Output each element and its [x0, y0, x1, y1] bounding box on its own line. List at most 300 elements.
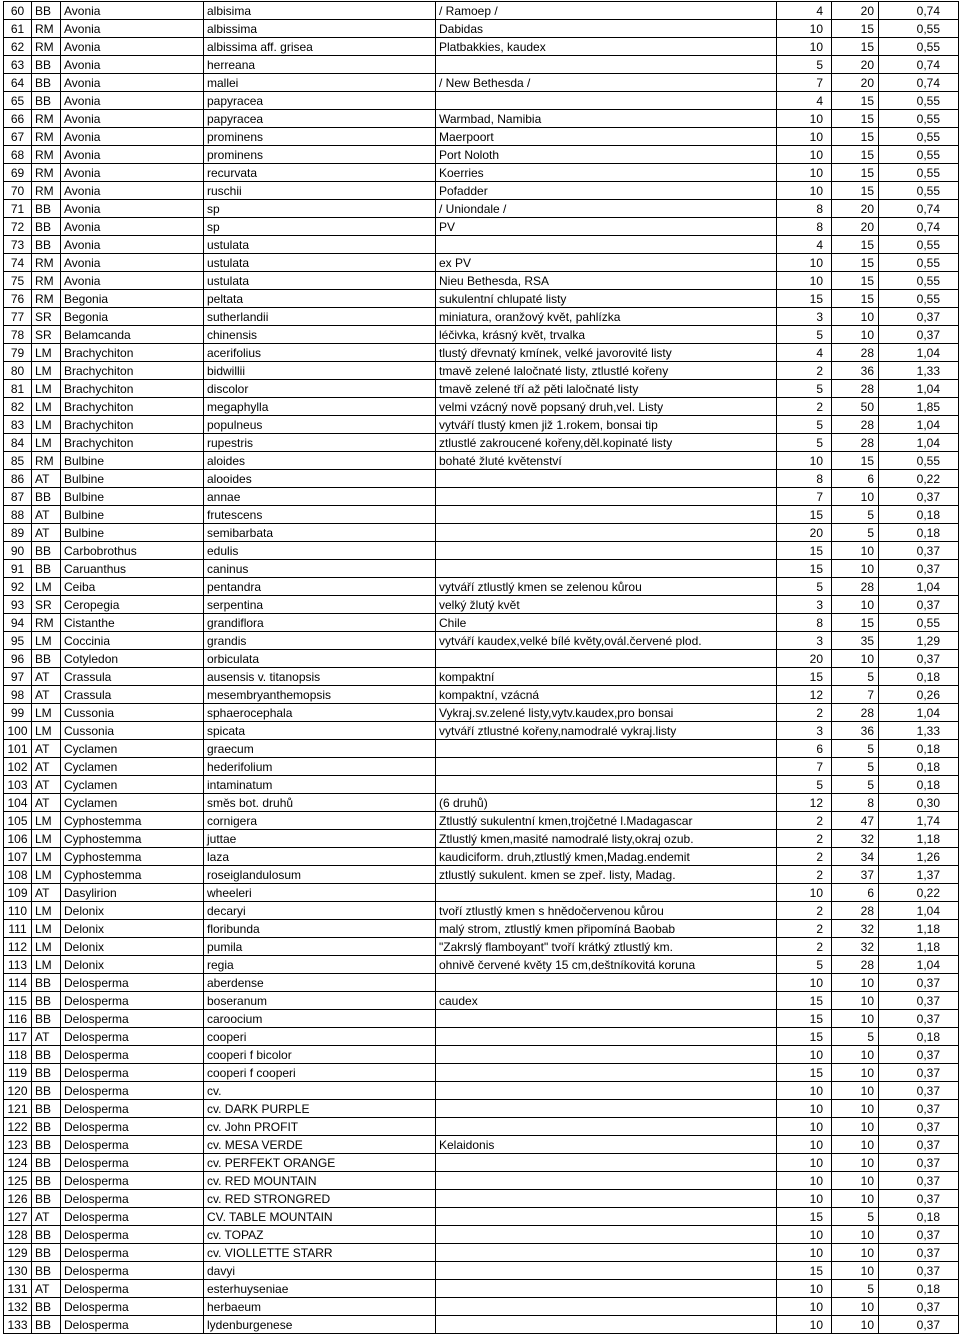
genus-cell: Avonia [61, 38, 204, 56]
price-cell: 10 [832, 992, 879, 1010]
species-cell: juttae [204, 830, 436, 848]
species-cell: decaryi [204, 902, 436, 920]
euro-price-cell: 1,04 [879, 380, 959, 398]
note-cell: tvoří ztlustlý kmen s hnědočervenou kůrou [436, 902, 777, 920]
table-row [4, 38, 959, 56]
price-cell: 15 [832, 452, 879, 470]
row-number-cell: 123 [4, 1136, 32, 1154]
euro-price-cell: 1,33 [879, 362, 959, 380]
euro-price-cell: 0,18 [879, 1028, 959, 1046]
genus-cell: Begonia [61, 308, 204, 326]
quantity-cell: 7 [777, 74, 832, 92]
category-code-cell: RM [32, 272, 61, 290]
species-cell: caninus [204, 560, 436, 578]
note-cell: tlustý dřevnatý kmínek, velké javorovité listy [436, 344, 777, 362]
price-cell: 15 [832, 146, 879, 164]
species-cell: ustulata [204, 272, 436, 290]
genus-cell: Dasylirion [61, 884, 204, 902]
price-cell: 32 [832, 920, 879, 938]
genus-cell: Avonia [61, 20, 204, 38]
genus-cell: Bulbine [61, 506, 204, 524]
category-code-cell: BB [32, 1190, 61, 1208]
table-row [4, 578, 959, 596]
price-cell: 10 [832, 1118, 879, 1136]
table-row [4, 1154, 959, 1172]
note-cell: léčivka, krásný květ, trvalka [436, 326, 777, 344]
euro-price-cell: 0,74 [879, 2, 959, 20]
category-code-cell: BB [32, 542, 61, 560]
note-cell: "Zakrslý flamboyant" tvoří krátký ztlustlý km. [436, 938, 777, 956]
row-number-cell: 105 [4, 812, 32, 830]
table-row [4, 1064, 959, 1082]
species-cell: lydenburgenese [204, 1316, 436, 1334]
table-row [4, 164, 959, 182]
species-cell: hederifolium [204, 758, 436, 776]
row-number-cell: 77 [4, 308, 32, 326]
euro-price-cell: 1,18 [879, 830, 959, 848]
row-number-cell: 100 [4, 722, 32, 740]
genus-cell: Cyphostemma [61, 848, 204, 866]
price-cell: 28 [832, 578, 879, 596]
category-code-cell: SR [32, 596, 61, 614]
table-row [4, 236, 959, 254]
quantity-cell: 15 [777, 290, 832, 308]
row-number-cell: 109 [4, 884, 32, 902]
price-cell: 10 [832, 1190, 879, 1208]
category-code-cell: BB [32, 1100, 61, 1118]
price-cell: 47 [832, 812, 879, 830]
species-cell: serpentina [204, 596, 436, 614]
note-cell [436, 236, 777, 254]
euro-price-cell: 0,37 [879, 650, 959, 668]
species-cell: cooperi [204, 1028, 436, 1046]
genus-cell: Cyclamen [61, 740, 204, 758]
genus-cell: Cyphostemma [61, 812, 204, 830]
quantity-cell: 8 [777, 470, 832, 488]
species-cell: papyracea [204, 110, 436, 128]
quantity-cell: 5 [777, 578, 832, 596]
note-cell [436, 524, 777, 542]
note-cell [436, 470, 777, 488]
species-cell: sp [204, 218, 436, 236]
category-code-cell: AT [32, 668, 61, 686]
species-cell: ruschii [204, 182, 436, 200]
species-cell: edulis [204, 542, 436, 560]
table-row [4, 308, 959, 326]
row-number-cell: 65 [4, 92, 32, 110]
price-cell: 20 [832, 200, 879, 218]
species-cell: orbiculata [204, 650, 436, 668]
quantity-cell: 10 [777, 1154, 832, 1172]
species-cell: pumila [204, 938, 436, 956]
genus-cell: Avonia [61, 2, 204, 20]
price-cell: 15 [832, 254, 879, 272]
row-number-cell: 132 [4, 1298, 32, 1316]
quantity-cell: 5 [777, 56, 832, 74]
table-row [4, 92, 959, 110]
category-code-cell: AT [32, 470, 61, 488]
euro-price-cell: 0,37 [879, 1316, 959, 1334]
category-code-cell: SR [32, 326, 61, 344]
category-code-cell: AT [32, 884, 61, 902]
euro-price-cell: 0,37 [879, 596, 959, 614]
note-cell: velký žlutý květ [436, 596, 777, 614]
note-cell [436, 1064, 777, 1082]
table-row [4, 1136, 959, 1154]
euro-price-cell: 0,55 [879, 128, 959, 146]
category-code-cell: BB [32, 1064, 61, 1082]
quantity-cell: 10 [777, 254, 832, 272]
euro-price-cell: 0,37 [879, 326, 959, 344]
note-cell [436, 1172, 777, 1190]
species-cell: roseiglandulosum [204, 866, 436, 884]
species-cell: cv. [204, 1082, 436, 1100]
euro-price-cell: 0,55 [879, 452, 959, 470]
row-number-cell: 81 [4, 380, 32, 398]
species-cell: intaminatum [204, 776, 436, 794]
species-cell: bidwillii [204, 362, 436, 380]
quantity-cell: 2 [777, 830, 832, 848]
species-cell: graecum [204, 740, 436, 758]
euro-price-cell: 0,37 [879, 974, 959, 992]
note-cell: Chile [436, 614, 777, 632]
table-row [4, 272, 959, 290]
table-row [4, 2, 959, 20]
table-row [4, 434, 959, 452]
quantity-cell: 2 [777, 920, 832, 938]
euro-price-cell: 0,37 [879, 992, 959, 1010]
price-cell: 10 [832, 1298, 879, 1316]
price-cell: 20 [832, 218, 879, 236]
row-number-cell: 116 [4, 1010, 32, 1028]
row-number-cell: 133 [4, 1316, 32, 1334]
genus-cell: Delonix [61, 956, 204, 974]
note-cell [436, 542, 777, 560]
table-row [4, 380, 959, 398]
euro-price-cell: 0,55 [879, 20, 959, 38]
price-cell: 10 [832, 560, 879, 578]
quantity-cell: 3 [777, 596, 832, 614]
note-cell: bohaté žluté květenství [436, 452, 777, 470]
row-number-cell: 68 [4, 146, 32, 164]
table-row [4, 1262, 959, 1280]
category-code-cell: BB [32, 2, 61, 20]
species-cell: alooides [204, 470, 436, 488]
genus-cell: Avonia [61, 272, 204, 290]
row-number-cell: 63 [4, 56, 32, 74]
quantity-cell: 4 [777, 2, 832, 20]
genus-cell: Bulbine [61, 470, 204, 488]
genus-cell: Carbobrothus [61, 542, 204, 560]
price-cell: 10 [832, 974, 879, 992]
note-cell [436, 1244, 777, 1262]
note-cell: Kelaidonis [436, 1136, 777, 1154]
table-row [4, 542, 959, 560]
category-code-cell: RM [32, 254, 61, 272]
quantity-cell: 2 [777, 812, 832, 830]
genus-cell: Avonia [61, 56, 204, 74]
note-cell: Pofadder [436, 182, 777, 200]
genus-cell: Crassula [61, 668, 204, 686]
quantity-cell: 10 [777, 1226, 832, 1244]
table-row [4, 686, 959, 704]
row-number-cell: 113 [4, 956, 32, 974]
category-code-cell: BB [32, 974, 61, 992]
euro-price-cell: 0,18 [879, 1208, 959, 1226]
table-row [4, 758, 959, 776]
genus-cell: Avonia [61, 128, 204, 146]
row-number-cell: 67 [4, 128, 32, 146]
category-code-cell: BB [32, 1154, 61, 1172]
note-cell [436, 1190, 777, 1208]
species-cell: sutherlandii [204, 308, 436, 326]
genus-cell: Cyphostemma [61, 830, 204, 848]
price-cell: 5 [832, 668, 879, 686]
price-cell: 5 [832, 1208, 879, 1226]
quantity-cell: 20 [777, 524, 832, 542]
category-code-cell: BB [32, 1136, 61, 1154]
note-cell: caudex [436, 992, 777, 1010]
genus-cell: Cistanthe [61, 614, 204, 632]
category-code-cell: BB [32, 488, 61, 506]
price-cell: 15 [832, 272, 879, 290]
price-cell: 6 [832, 470, 879, 488]
species-cell: cv. RED MOUNTAIN [204, 1172, 436, 1190]
note-cell: vytváří tlustý kmen již 1.rokem, bonsai tip [436, 416, 777, 434]
note-cell [436, 650, 777, 668]
species-cell: ustulata [204, 254, 436, 272]
note-cell [436, 1280, 777, 1298]
row-number-cell: 90 [4, 542, 32, 560]
category-code-cell: AT [32, 1028, 61, 1046]
note-cell: malý strom, ztlustlý kmen připomíná Baobab [436, 920, 777, 938]
price-cell: 32 [832, 830, 879, 848]
table-body [4, 2, 959, 1334]
euro-price-cell: 0,55 [879, 110, 959, 128]
genus-cell: Brachychiton [61, 398, 204, 416]
euro-price-cell: 0,22 [879, 470, 959, 488]
quantity-cell: 5 [777, 380, 832, 398]
note-cell: vytváří ztlustné kořeny,namodralé vykraj.listy [436, 722, 777, 740]
price-cell: 10 [832, 1082, 879, 1100]
euro-price-cell: 0,37 [879, 1262, 959, 1280]
table-row [4, 146, 959, 164]
table-row [4, 1190, 959, 1208]
note-cell: tmavě zelené laločnaté listy, ztlustlé kořeny [436, 362, 777, 380]
quantity-cell: 2 [777, 848, 832, 866]
category-code-cell: BB [32, 56, 61, 74]
genus-cell: Delosperma [61, 1244, 204, 1262]
quantity-cell: 4 [777, 92, 832, 110]
price-cell: 28 [832, 434, 879, 452]
row-number-cell: 99 [4, 704, 32, 722]
quantity-cell: 10 [777, 110, 832, 128]
table-row [4, 884, 959, 902]
price-cell: 10 [832, 488, 879, 506]
note-cell [436, 56, 777, 74]
euro-price-cell: 1,04 [879, 956, 959, 974]
category-code-cell: BB [32, 1118, 61, 1136]
category-code-cell: BB [32, 992, 61, 1010]
row-number-cell: 119 [4, 1064, 32, 1082]
row-number-cell: 101 [4, 740, 32, 758]
species-cell: směs bot. druhů [204, 794, 436, 812]
quantity-cell: 5 [777, 326, 832, 344]
table-row [4, 992, 959, 1010]
category-code-cell: BB [32, 650, 61, 668]
price-cell: 15 [832, 20, 879, 38]
genus-cell: Delonix [61, 920, 204, 938]
note-cell: velmi vzácný nově popsaný druh,vel. Listy [436, 398, 777, 416]
quantity-cell: 10 [777, 884, 832, 902]
note-cell: Nieu Bethesda, RSA [436, 272, 777, 290]
quantity-cell: 10 [777, 1298, 832, 1316]
row-number-cell: 111 [4, 920, 32, 938]
table-row [4, 614, 959, 632]
euro-price-cell: 1,29 [879, 632, 959, 650]
seed-price-table [3, 1, 959, 1334]
genus-cell: Delosperma [61, 1190, 204, 1208]
category-code-cell: LM [32, 362, 61, 380]
price-cell: 8 [832, 794, 879, 812]
note-cell: / Uniondale / [436, 200, 777, 218]
genus-cell: Crassula [61, 686, 204, 704]
species-cell: megaphylla [204, 398, 436, 416]
price-cell: 15 [832, 92, 879, 110]
note-cell: Maerpoort [436, 128, 777, 146]
genus-cell: Delosperma [61, 1010, 204, 1028]
note-cell: Vykraj.sv.zelené listy,vytv.kaudex,pro bonsai [436, 704, 777, 722]
quantity-cell: 2 [777, 398, 832, 416]
euro-price-cell: 1,18 [879, 938, 959, 956]
note-cell [436, 884, 777, 902]
table-row [4, 794, 959, 812]
row-number-cell: 75 [4, 272, 32, 290]
quantity-cell: 5 [777, 434, 832, 452]
note-cell [436, 1316, 777, 1334]
note-cell [436, 1298, 777, 1316]
species-cell: aberdense [204, 974, 436, 992]
species-cell: aloides [204, 452, 436, 470]
row-number-cell: 85 [4, 452, 32, 470]
row-number-cell: 86 [4, 470, 32, 488]
price-cell: 10 [832, 1154, 879, 1172]
quantity-cell: 15 [777, 560, 832, 578]
genus-cell: Avonia [61, 182, 204, 200]
category-code-cell: LM [32, 578, 61, 596]
category-code-cell: RM [32, 452, 61, 470]
euro-price-cell: 0,26 [879, 686, 959, 704]
quantity-cell: 5 [777, 776, 832, 794]
category-code-cell: RM [32, 146, 61, 164]
quantity-cell: 10 [777, 164, 832, 182]
euro-price-cell: 0,37 [879, 1010, 959, 1028]
genus-cell: Ceiba [61, 578, 204, 596]
genus-cell: Avonia [61, 74, 204, 92]
quantity-cell: 3 [777, 308, 832, 326]
genus-cell: Cussonia [61, 704, 204, 722]
genus-cell: Delosperma [61, 992, 204, 1010]
note-cell: Ztlustlý sukulentní kmen,trojčetné l.Madagascar [436, 812, 777, 830]
euro-price-cell: 1,04 [879, 416, 959, 434]
note-cell: Dabidas [436, 20, 777, 38]
species-cell: cooperi f bicolor [204, 1046, 436, 1064]
table-row [4, 1244, 959, 1262]
category-code-cell: BB [32, 92, 61, 110]
price-cell: 15 [832, 236, 879, 254]
note-cell: Koerries [436, 164, 777, 182]
species-cell: cv. MESA VERDE [204, 1136, 436, 1154]
euro-price-cell: 0,55 [879, 290, 959, 308]
species-cell: grandiflora [204, 614, 436, 632]
row-number-cell: 107 [4, 848, 32, 866]
note-cell: ex PV [436, 254, 777, 272]
genus-cell: Delosperma [61, 1298, 204, 1316]
price-cell: 5 [832, 758, 879, 776]
note-cell: kompaktní, vzácná [436, 686, 777, 704]
price-cell: 28 [832, 956, 879, 974]
euro-price-cell: 0,55 [879, 146, 959, 164]
euro-price-cell: 1,04 [879, 578, 959, 596]
table-row [4, 416, 959, 434]
price-cell: 32 [832, 938, 879, 956]
euro-price-cell: 0,22 [879, 884, 959, 902]
table-row [4, 704, 959, 722]
price-cell: 5 [832, 506, 879, 524]
category-code-cell: BB [32, 200, 61, 218]
quantity-cell: 15 [777, 992, 832, 1010]
table-row [4, 74, 959, 92]
table-row [4, 1280, 959, 1298]
category-code-cell: RM [32, 290, 61, 308]
note-cell: kompaktní [436, 668, 777, 686]
row-number-cell: 91 [4, 560, 32, 578]
row-number-cell: 95 [4, 632, 32, 650]
table-row [4, 56, 959, 74]
price-cell: 10 [832, 650, 879, 668]
price-cell: 36 [832, 362, 879, 380]
note-cell: ztlustlé zakroucené kořeny,děl.kopinaté listy [436, 434, 777, 452]
price-cell: 10 [832, 1172, 879, 1190]
quantity-cell: 10 [777, 1046, 832, 1064]
category-code-cell: LM [32, 920, 61, 938]
genus-cell: Delosperma [61, 1082, 204, 1100]
species-cell: populneus [204, 416, 436, 434]
price-cell: 15 [832, 164, 879, 182]
table-row [4, 920, 959, 938]
genus-cell: Ceropegia [61, 596, 204, 614]
price-cell: 10 [832, 542, 879, 560]
table-row [4, 740, 959, 758]
quantity-cell: 5 [777, 416, 832, 434]
quantity-cell: 6 [777, 740, 832, 758]
price-cell: 5 [832, 1280, 879, 1298]
species-cell: cv. PERFEKT ORANGE [204, 1154, 436, 1172]
quantity-cell: 2 [777, 362, 832, 380]
quantity-cell: 8 [777, 200, 832, 218]
note-cell [436, 740, 777, 758]
table-row [4, 1046, 959, 1064]
quantity-cell: 10 [777, 38, 832, 56]
category-code-cell: LM [32, 830, 61, 848]
table-row [4, 1298, 959, 1316]
species-cell: sphaerocephala [204, 704, 436, 722]
euro-price-cell: 0,55 [879, 38, 959, 56]
row-number-cell: 93 [4, 596, 32, 614]
euro-price-cell: 0,37 [879, 560, 959, 578]
row-number-cell: 120 [4, 1082, 32, 1100]
euro-price-cell: 1,37 [879, 866, 959, 884]
